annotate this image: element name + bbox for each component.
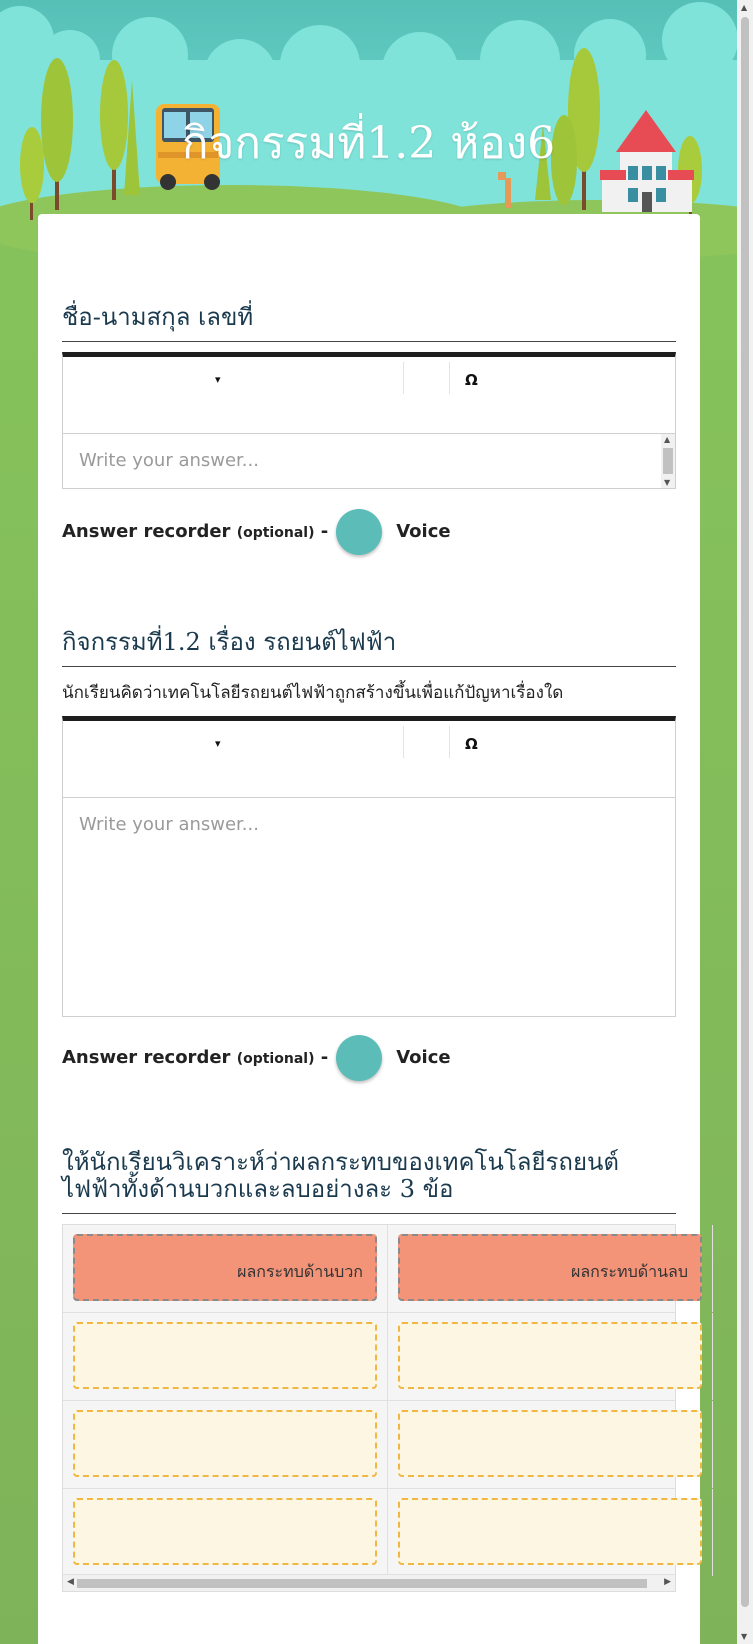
format-dropdown-icon[interactable]: ▾	[215, 372, 221, 386]
page-title: กิจกรรมที่1.2 ห้อง6	[181, 118, 556, 169]
grid-cell	[388, 1313, 713, 1400]
scroll-down-icon[interactable]: ▼	[741, 1632, 748, 1641]
format-dropdown-icon[interactable]: ▾	[215, 736, 221, 750]
special-character-icon[interactable]: Ω	[465, 370, 478, 389]
recorder-label	[62, 521, 328, 542]
drop-zone[interactable]	[398, 1498, 702, 1565]
editor-toolbar	[63, 357, 675, 434]
toolbar-divider	[403, 726, 404, 758]
answer-area	[63, 434, 675, 488]
recorder-label-text: Answer recorder	[62, 521, 231, 543]
grid-row	[63, 1401, 675, 1489]
grid-cell	[388, 1225, 713, 1312]
header-banner	[0, 0, 737, 240]
scroll-thumb[interactable]	[77, 1579, 647, 1588]
drop-zone[interactable]	[73, 1498, 377, 1565]
drop-zone[interactable]	[398, 1322, 702, 1389]
recorder-label	[62, 1047, 328, 1068]
grid-cell	[63, 1489, 388, 1576]
scroll-thumb[interactable]	[663, 448, 673, 474]
question-name	[62, 304, 676, 557]
question-description: นักเรียนคิดว่าเทคโนโลยีรถยนต์ไฟฟ้าถูกสร้างขึ้นเพื่อแก้ปัญหาเรื่องใด	[62, 682, 564, 703]
drop-zone[interactable]	[73, 1410, 377, 1477]
answer-recorder	[62, 507, 676, 557]
toolbar-divider	[449, 362, 450, 394]
recorder-label-text: Answer recorder	[62, 1047, 231, 1069]
rich-text-editor	[62, 716, 676, 1017]
recorder-optional: (optional)	[236, 525, 315, 542]
answer-input[interactable]	[63, 798, 675, 1016]
scroll-left-icon[interactable]: ◀	[67, 1576, 74, 1587]
column-header-negative[interactable]: ผลกระทบด้านลบ	[398, 1234, 702, 1301]
question-title: กิจกรรมที่1.2 เรื่อง รถยนต์ไฟฟ้า	[62, 629, 676, 667]
toolbar-divider	[449, 726, 450, 758]
question-activity	[62, 629, 676, 1083]
grid-cell	[388, 1489, 713, 1576]
question-title: ให้นักเรียนวิเคราะห์ว่าผลกระทบของเทคโนโลยีรถยนต์ไฟฟ้าทั้งด้านบวกและลบอย่างละ 3 ข้อ	[62, 1149, 676, 1214]
question-impact-analysis	[62, 1147, 688, 1592]
question-title: ชื่อ-นามสกุล เลขที่	[62, 304, 676, 342]
record-button[interactable]	[336, 509, 382, 555]
column-header-positive[interactable]: ผลกระทบด้านบวก	[73, 1234, 377, 1301]
drop-zone[interactable]	[398, 1410, 702, 1477]
grid-row	[63, 1313, 675, 1401]
grid-cell	[63, 1401, 388, 1488]
answer-area	[63, 798, 675, 1016]
rich-text-editor	[62, 352, 676, 489]
special-character-icon[interactable]: Ω	[465, 734, 478, 753]
drop-zone[interactable]	[73, 1322, 377, 1389]
window-scrollbar[interactable]	[737, 0, 753, 1644]
toolbar-divider	[403, 362, 404, 394]
answer-scrollbar[interactable]	[661, 434, 675, 488]
scroll-down-icon[interactable]: ▼	[664, 477, 671, 487]
scroll-thumb[interactable]	[741, 17, 749, 1607]
recorder-voice-label: Voice	[396, 521, 451, 543]
grid-horizontal-scrollbar[interactable]	[63, 1574, 675, 1591]
scroll-up-icon[interactable]: ▲	[741, 3, 748, 12]
scroll-up-icon[interactable]: ▲	[664, 434, 671, 444]
answer-input[interactable]	[63, 434, 675, 488]
recorder-voice-label: Voice	[396, 1047, 451, 1069]
answer-recorder	[62, 1033, 676, 1083]
recorder-dash: -	[320, 521, 329, 543]
card-top-strip	[38, 214, 700, 264]
grid-cell	[63, 1225, 388, 1312]
recorder-optional: (optional)	[236, 1051, 315, 1068]
grid-header-row	[63, 1225, 688, 1313]
grid-row	[63, 1489, 675, 1577]
record-button[interactable]	[336, 1035, 382, 1081]
grid-cell	[388, 1401, 713, 1488]
editor-toolbar	[63, 721, 675, 798]
scroll-right-icon[interactable]: ▶	[664, 1576, 671, 1587]
grid-cell	[63, 1313, 388, 1400]
drag-drop-grid	[62, 1224, 688, 1592]
form-card	[38, 214, 700, 1644]
recorder-dash: -	[320, 1047, 329, 1069]
